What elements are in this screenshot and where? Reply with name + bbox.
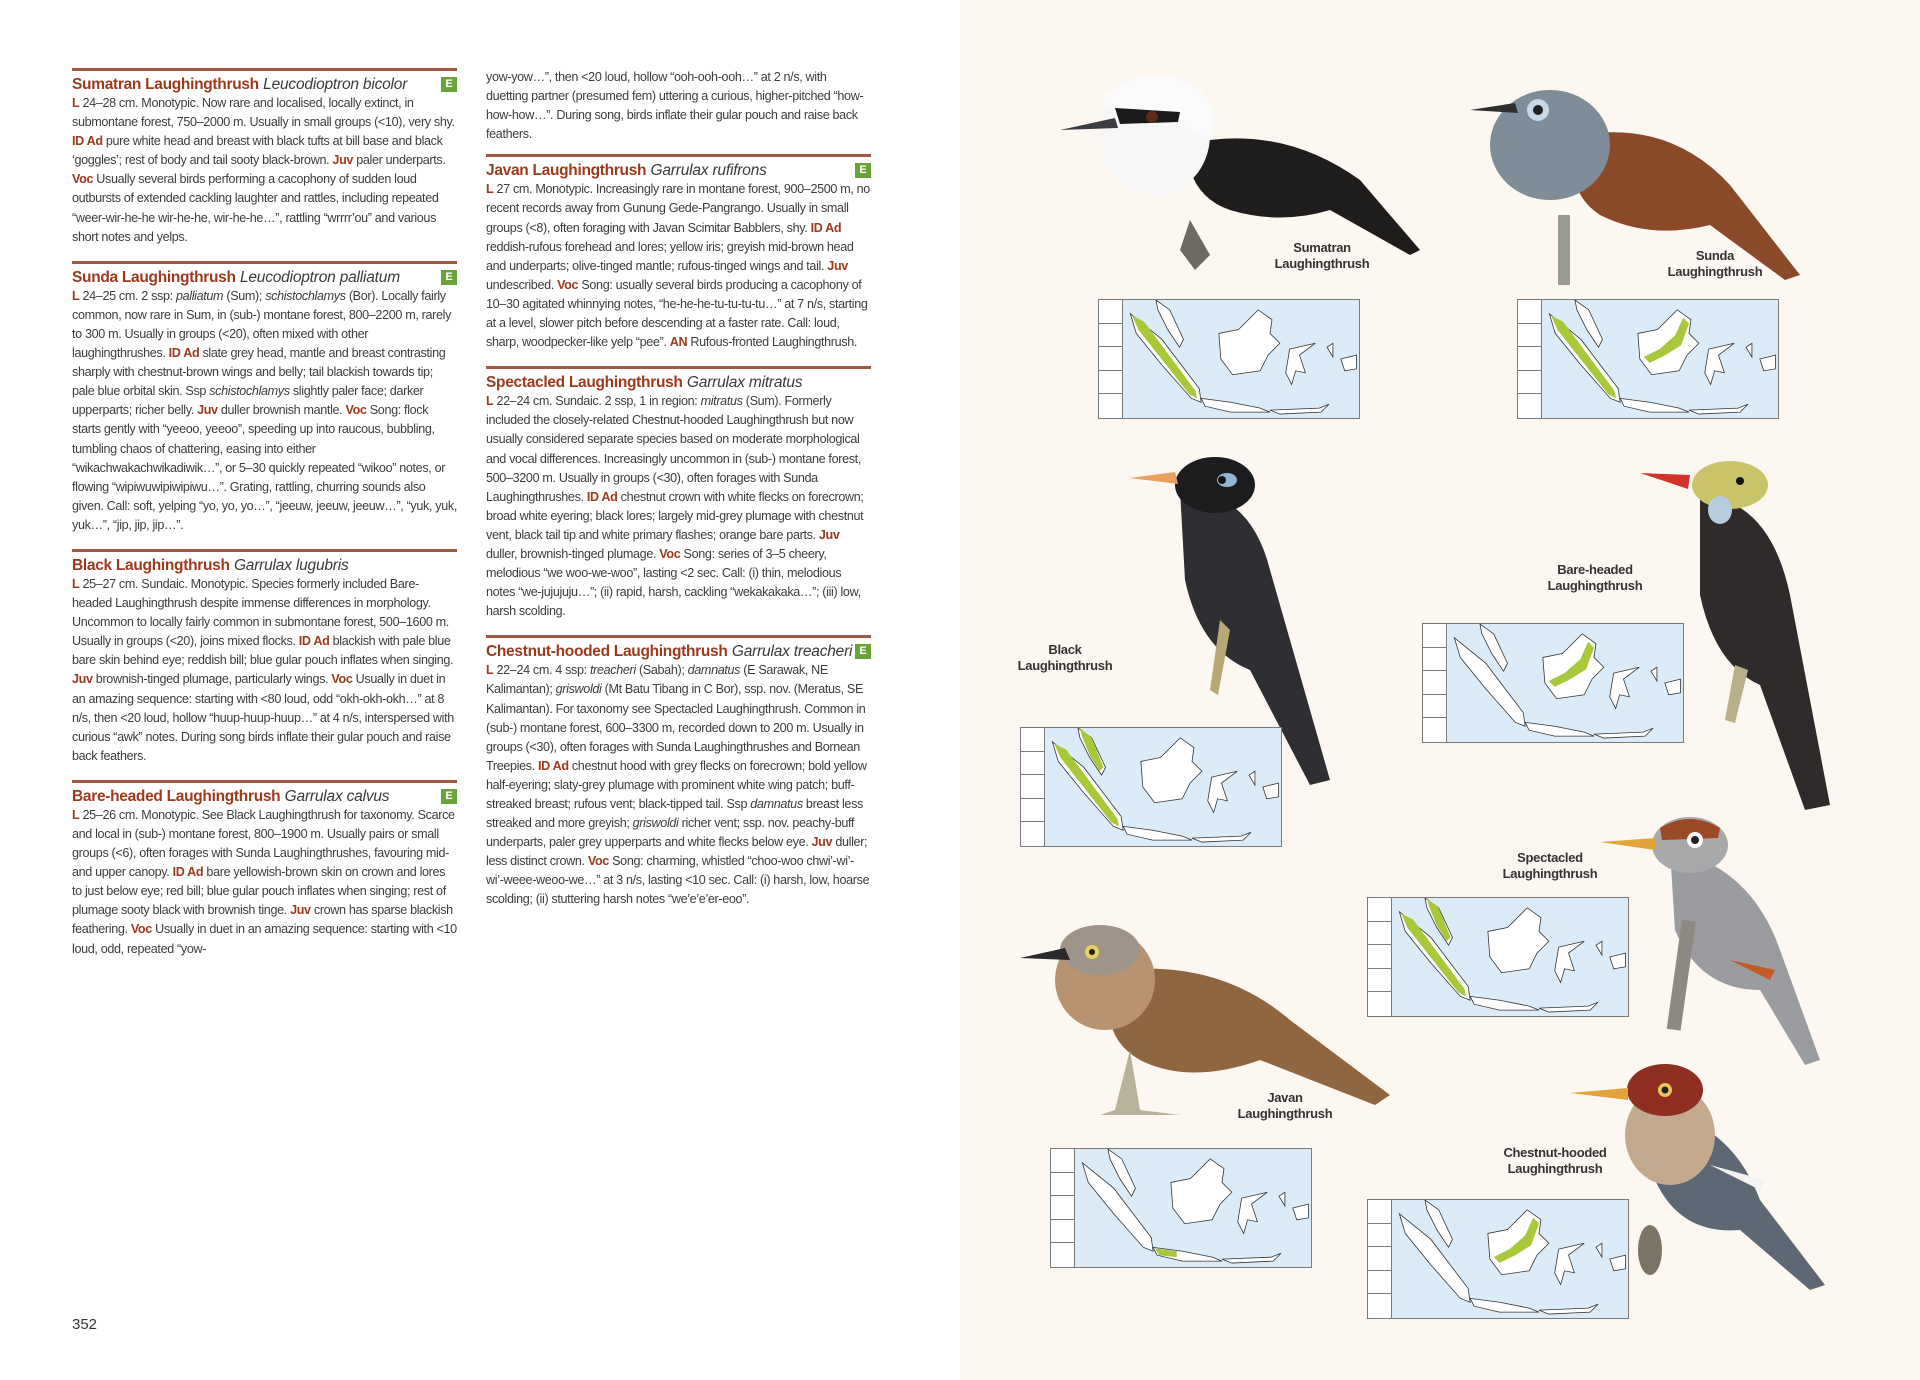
common-name: Black Laughingthrush <box>72 556 230 574</box>
subspecies-name: palliatum <box>175 288 224 303</box>
field-keyword: Voc <box>130 922 152 937</box>
field-keyword: ID Ad <box>538 758 569 773</box>
species-entry <box>486 635 871 909</box>
text-run: Song: series of 3–5 cheery, melodious “we woo-we-woo”, lasting <2 sec. Call: (i) thin, melodious notes “we-jujujuju…”; (ii) rapid, harsh, cackling “wekakakaka…”; (iii) low, harsh scolding. <box>486 546 861 619</box>
text-run: chestnut hood with grey flecks on forecrown; bold yellow half-eyering; slaty-grey plumage with prominent white wing patch; buff-streaked breast; rufous vent; black-tipped tail. Ssp <box>486 758 867 811</box>
common-name: Sunda Laughingthrush <box>72 268 236 286</box>
text-run: 25–27 cm. Sundaic. Monotypic. Species formerly included Bare-headed Laughingthrush despite immense differences in morphology. Uncommon to locally fairly common in submontane forest, 500–1600 m. Usually in groups (<20), joins mixed flocks. <box>72 576 449 649</box>
text-run: (Mt Batu Tibang in C Bor), ssp. nov. (Meratus, SE Kalimantan). For taxonomy see Spectacled Laughingthrush. Common in (sub-) montane forest, 600–3300 m, recorded down to 200 m. Usually in groups (<30), often forages with Sunda Laughingthrushes and Bornean Treepies. <box>486 682 866 773</box>
species-entry <box>486 366 871 621</box>
text-run: duller; less distinct crown. <box>486 835 868 869</box>
field-keyword: Voc <box>557 277 579 292</box>
field-keyword: L <box>72 288 80 303</box>
field-keyword: L <box>72 576 80 591</box>
field-keyword: ID Ad <box>810 220 842 235</box>
text-run: reddish-rufous forehead and lores; yellow iris; greyish mid-brown head and underparts; olive-tinged mantle; rufous-tinged wings and tail. <box>486 239 854 273</box>
entry-heading <box>72 787 457 806</box>
subspecies-name: griswoldi <box>632 816 679 831</box>
spectacled-laughingthrush-illustration <box>1600 810 1830 1070</box>
scientific-name: Garrulax lugubris <box>233 556 349 574</box>
text-run: chestnut crown with white flecks on forecrown; broad white eyering; black lores; largely mid-grey plumage with chestnut vent, black tail tip and white primary flashes; orange bare parts. <box>486 489 864 542</box>
entry-divider <box>72 261 457 264</box>
species-entry <box>72 549 457 766</box>
range-map-sunda <box>1517 299 1779 419</box>
field-keyword: Juv <box>827 258 848 273</box>
scientific-name: Garrulax treacheri <box>731 643 853 661</box>
map-legend-boxes <box>1021 728 1045 846</box>
entry-divider <box>72 549 457 552</box>
entry-heading <box>486 373 871 392</box>
field-keyword: Juv <box>72 672 93 687</box>
range-map-graphic <box>1074 1149 1311 1267</box>
range-map-chestnut-hooded <box>1367 1199 1629 1319</box>
field-keyword: Voc <box>345 403 367 418</box>
text-run: blackish with pale blue bare skin behind eye; reddish bill; blue gular pouch inflates when singing. <box>72 634 454 668</box>
scientific-name: Garrulax rufifrons <box>650 162 767 180</box>
text-run: slightly paler face; darker upperparts; richer belly. <box>72 384 424 418</box>
common-name: Sumatran Laughingthrush <box>72 76 259 93</box>
plate-label-sumatran: Sumatran Laughingthrush <box>1274 240 1370 271</box>
text-run: 25–26 cm. Monotypic. See Black Laughingthrush for taxonomy. Scarce and local in (sub-) montane forest, 800–1900 m. Usually pairs or small groups (<6), often forages with Sunda Laughingthrushes, favouring mid- and upper canopy. <box>72 807 455 880</box>
plate-label-sunda: Sunda Laughingthrush <box>1667 248 1763 279</box>
entry-text <box>72 287 457 535</box>
range-map-spectacled <box>1367 897 1629 1017</box>
text-run: 24–25 cm. 2 ssp: <box>79 288 176 303</box>
map-legend-boxes <box>1051 1149 1075 1267</box>
endemic-badge: E <box>855 644 871 659</box>
text-run: Song: flock starts gently with “yeeoo, yeeoo”, speeding up into raucous, bubbling, tumbling chaos of chattering, easing into either “wikachwakachwikadiwik…”, or 5–30 quickly repeated “wikoo” notes, or flowing “wipiwuwipiwipiwu…”. Grating, rattling, churring sounds also given. Call: soft, yelping “yo, yo, yo…”, “jeeuw, jeeuw, jeeuw…”, “yuk, yuk, yuk…”, “jip, jip, jip…”. <box>72 403 457 532</box>
entry-text <box>72 575 457 766</box>
plate-label-bare-headed: Bare-headed Laughingthrush <box>1547 562 1643 593</box>
range-map-graphic <box>1541 300 1778 418</box>
range-map-bare-headed <box>1422 623 1684 743</box>
range-map-graphic <box>1446 624 1683 742</box>
field-keyword: ID Ad <box>586 489 618 504</box>
subspecies-name: mitratus <box>700 394 743 409</box>
text-run: breast less streaked and more greyish; <box>486 797 863 831</box>
text-run: Song: charming, whistled “choo-woo chwi’-wi’-wi’-weee-weoo-we…” at 3 n/s, lasting <10 sec. Call: (i) harsh, low, hoarse scolding; (ii) stuttering harsh notes “we’e’e’er-eoo”. <box>486 854 870 907</box>
plate-label-chestnut-hooded: Chestnut-hooded Laughingthrush <box>1503 1145 1607 1176</box>
plate-label-black: Black Laughingthrush <box>1017 642 1113 673</box>
species-entry <box>72 780 457 959</box>
page-number: 352 <box>72 1316 98 1333</box>
scientific-name: Garrulax calvus <box>284 787 390 805</box>
subspecies-name: treacheri <box>589 663 636 678</box>
field-keyword: L <box>486 663 494 678</box>
entry-divider <box>486 635 871 638</box>
text-run: duller, brownish-tinged plumage. <box>486 546 660 561</box>
illustration-plate <box>960 0 1920 1380</box>
subspecies-name: damnatus <box>687 663 741 678</box>
common-name: Javan Laughingthrush <box>486 162 647 180</box>
range-map-javan <box>1050 1148 1312 1268</box>
text-run: (E Sarawak, NE Kalimantan); <box>486 663 828 697</box>
plate-label-spectacled: Spectacled Laughingthrush <box>1502 850 1598 881</box>
text-run: 22–24 cm. 4 ssp: <box>493 663 590 678</box>
text-run: 27 cm. Monotypic. Increasingly rare in montane forest, 900–2500 m, no recent records away from Gunung Gede-Pangrango. Usually in small groups (<8), often foraging with Javan Scimitar Babblers, shy. <box>486 182 870 235</box>
entry-text <box>72 806 457 959</box>
text-run: (Sum). Formerly included the closely-related Chestnut-hooded Laughingthrush but now usually considered separate species based on moderate morphological and vocal differences. Increasingly uncommon in (sub-) montane forest, 500–3200 m. Usually in groups (<30), often forages with Sunda Laughingthrushes. <box>486 394 861 504</box>
field-keyword: L <box>72 807 80 822</box>
field-keyword: Juv <box>290 903 311 918</box>
entry-divider <box>486 366 871 369</box>
map-legend-boxes <box>1423 624 1447 742</box>
range-map-graphic <box>1122 300 1359 418</box>
entry-text <box>72 94 457 247</box>
entry-text <box>486 180 871 352</box>
entry-heading <box>486 642 871 661</box>
field-keyword: ID Ad <box>168 346 200 361</box>
text-column-2 <box>486 68 871 924</box>
text-run: paler underparts. <box>353 153 446 168</box>
species-entry <box>72 261 457 535</box>
map-legend-boxes <box>1099 300 1123 418</box>
field-keyword: Voc <box>72 172 94 187</box>
field-keyword: L <box>486 182 494 197</box>
endemic-badge: E <box>855 163 871 178</box>
field-keyword: L <box>486 394 494 409</box>
text-run: crown has sparse blackish feathering. <box>72 903 453 937</box>
subspecies-name: schistochlamys <box>209 384 290 399</box>
entry-divider <box>486 154 871 157</box>
species-entry <box>486 154 871 352</box>
text-column-1 <box>72 68 457 973</box>
text-run: (Sum); <box>223 288 266 303</box>
endemic-badge: E <box>441 789 457 804</box>
subspecies-name: damnatus <box>750 797 803 811</box>
scientific-name: Leucodioptron palliatum <box>239 268 400 286</box>
entry-heading <box>486 161 871 180</box>
field-keyword: Voc <box>587 854 609 869</box>
range-map-graphic <box>1391 898 1628 1016</box>
entry-text <box>486 392 871 621</box>
text-run: Song: usually several birds producing a cacophony of 10–30 agitated whinnying notes, “he-he-he-tu-tu-tu-tu…” at 7 n/s, starting at a level, slower pitch before descending at a faster rate. Call: loud, sharp, woodpecker-like yelp “pee”. <box>486 277 868 350</box>
map-legend-boxes <box>1368 1200 1392 1318</box>
common-name: Bare-headed Laughingthrush <box>72 787 281 805</box>
text-run: (Sabah); <box>635 663 688 678</box>
subspecies-name: schistochlamys <box>265 288 346 303</box>
entry-heading <box>72 268 457 287</box>
text-run: 24–28 cm. Monotypic. Now rare and localised, locally extinct, in submontane forest, 750–2000 m. Usually in small groups (<10), very shy. <box>72 96 455 130</box>
map-legend-boxes <box>1518 300 1542 418</box>
scientific-name: Garrulax mitratus <box>686 374 803 392</box>
text-run: duller brownish mantle. <box>217 403 346 418</box>
field-keyword: L <box>72 96 80 110</box>
common-name: Spectacled Laughingthrush <box>486 374 683 392</box>
text-run: Usually in duet in an amazing sequence: starting with <10 loud, odd, repeated “yow- <box>72 922 457 956</box>
scientific-name: Leucodioptron bicolor <box>263 76 408 93</box>
text-run: bare yellowish-brown skin on crown and lores to just below eye; red bill; blue gular pouch inflates when singing; rest of plumage sooty black with brownish tinge. <box>72 865 446 918</box>
text-run: 22–24 cm. Sundaic. 2 ssp, 1 in region: <box>493 394 701 409</box>
field-keyword: Juv <box>197 403 218 418</box>
text-run: pure white head and breast with black tufts at bill base and black ‘goggles’; rest of body and tail sooty black-brown. <box>72 134 443 168</box>
entry-divider <box>72 68 457 71</box>
field-keyword: Juv <box>818 527 840 542</box>
species-entry <box>72 68 457 247</box>
subspecies-name: griswoldi <box>555 682 602 697</box>
text-run: Usually in duet in an amazing sequence: starting with <80 loud, odd “okh-okh-okh…” at 8 n/s, then <20 loud, hollow “huup-huup-huup…” at 4 n/s, interspersed with curious “awk” notes. During song birds inflate their gular pouch and raise back feathers. <box>72 672 454 763</box>
text-run: undescribed. <box>486 277 558 292</box>
range-map-graphic <box>1044 728 1281 846</box>
field-keyword: ID Ad <box>298 634 330 649</box>
text-run: Usually several birds performing a cacophony of sudden loud outbursts of extended cackling laughter and rattles, including repeated “weer-wir-he-he wir-he-he, wir-he-he…”, rattling “wrrrr’ou” and various short notes and yelps. <box>72 172 439 244</box>
field-keyword: ID Ad <box>172 865 204 880</box>
entry-heading <box>72 75 457 94</box>
field-keyword: AN <box>669 335 688 350</box>
common-name: Chestnut-hooded Laughingthrush <box>486 643 728 661</box>
entry-divider <box>72 780 457 783</box>
range-map-black <box>1020 727 1282 847</box>
field-keyword: Voc <box>331 672 353 687</box>
range-map-sumatran <box>1098 299 1360 419</box>
endemic-badge: E <box>441 270 457 285</box>
text-run: (Bor). Locally fairly common, now rare in Sum, in (sub-) montane forest, 800–2200 m, rarely to 300 m. Usually in groups (<20), often mixed with other laughingthrushes. <box>72 288 452 361</box>
field-keyword: ID Ad <box>72 134 103 149</box>
endemic-badge: E <box>441 77 457 92</box>
field-keyword: Voc <box>659 546 681 561</box>
range-map-graphic <box>1391 1200 1628 1318</box>
field-keyword: Juv <box>811 835 833 850</box>
text-run: richer vent; ssp. nov. peachy-buff underparts, paler grey upperparts and white flecks below eye. <box>486 816 855 850</box>
entry-text <box>486 661 871 909</box>
text-run: brownish-tinged plumage, particularly wings. <box>92 672 332 687</box>
field-keyword: Juv <box>332 153 354 168</box>
entry-heading <box>72 556 457 575</box>
text-run: Rufous-fronted Laughingthrush. <box>687 335 858 350</box>
text-run: slate grey head, mantle and breast contrasting sharply with chestnut-brown wings and belly; tail blackish towards tip; pale blue orbital skin. Ssp <box>72 346 446 399</box>
continued-text: yow-yow…”, then <20 loud, hollow “ooh-ooh-ooh…” at 2 n/s, with duetting partner (presumed fem) uttering a curious, higher-pitched “how-how-how…”. During song, birds inflate their gular pouch and raise back feathers. <box>486 70 864 142</box>
plate-label-javan: Javan Laughingthrush <box>1237 1090 1333 1121</box>
